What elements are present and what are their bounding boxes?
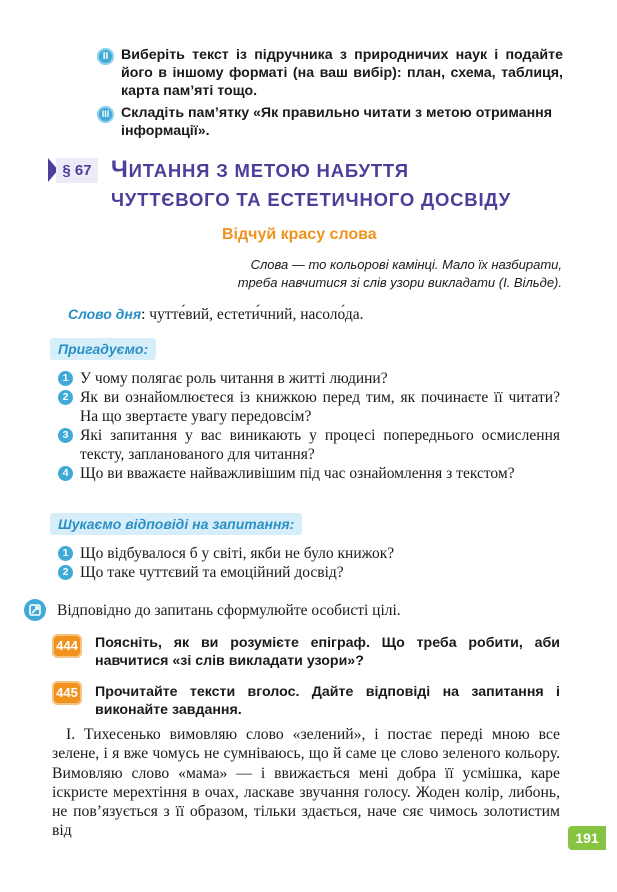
task-iii-text: Складіть пам’ятку «Як правильно читати з метою отримання інформації». — [121, 105, 553, 139]
section-title-line1 — [111, 157, 409, 184]
word-of-day-words: : чутте́вий, естети́чний, насоло́да. — [141, 306, 364, 323]
answers-label: Шукаємо відповіді на запитання: — [50, 513, 302, 535]
recall-num-4: 4 — [58, 466, 73, 481]
word-of-day-label: Слово дня — [68, 306, 142, 322]
target-goal-icon — [24, 599, 46, 621]
roman-numeral-badge-iii: III — [97, 106, 114, 123]
exercise-444-text: Поясніть, як ви розумієте епіграф. Що треба робити, аби навчитися «зі слів викладати узори»? — [95, 635, 560, 669]
title-capital: Ч — [111, 156, 129, 183]
recall-num-2: 2 — [58, 390, 73, 405]
recall-label: Пригадуємо: — [50, 338, 156, 360]
task-ii-text: Виберіть текст із підручника з природничих наук і подайте його в іншому форматі (на ваш вибір): план, схема, таблиця, карта пам’яті тощо. — [121, 47, 563, 99]
recall-question-3: Які запитання у вас виникають у процесі попереднього осмислення тексту, запланованого для читання? — [80, 427, 560, 463]
recall-question-1: У чому полягає роль читання в житті людини? — [80, 370, 388, 387]
page-number: 191 — [568, 826, 606, 850]
title-rest: ИТАННЯ З МЕТОЮ НАБУТТЯ — [128, 160, 409, 181]
section-number: § 67 — [56, 158, 98, 183]
exercise-445-text: Прочитайте тексти вголос. Дайте відповіді на запитання і виконайте завдання. — [95, 684, 560, 718]
roman-numeral-badge-ii: II — [97, 48, 114, 65]
epigraph-line1: Слова — то кольорові камінці. Мало їх назбирати, — [250, 257, 562, 272]
goals-text: Відповідно до запитань сформулюйте особисті цілі. — [57, 602, 401, 619]
section-subtitle: Відчуй красу слова — [222, 226, 377, 243]
answer-question-2: Що таке чуттєвий та емоційний досвід? — [80, 564, 344, 581]
recall-question-4: Що ви вважаєте найважливішим під час ознайомлення з текстом? — [80, 465, 515, 482]
answer-question-1: Що відбувалося б у світі, якби не було книжок? — [80, 545, 395, 562]
reading-text: І. Тихесенько вимовляю слово «зелений», і постає переді мною все зелене, і я вже чомусь не сумніваюсь, що й саме це слово зеленого кольору. Вимовляю слово «мама» — і ввижається мені добра її усмішка, каре іскристе мерехтіння в очах, ласкаве звучання голосу. Жоден колір, либонь, не пов’язується з її образом, тільки здається, наче сяє чимось золотистим від — [52, 726, 560, 840]
answer-num-1: 1 — [58, 546, 73, 561]
exercise-444-badge: 444 — [52, 634, 82, 658]
epigraph-line2: треба навчитися зі слів узори викладати (І. Вільде). — [237, 275, 562, 290]
word-of-day — [68, 305, 363, 324]
section-title-line2: ЧУТТЄВОГО ТА ЕСТЕТИЧНОГО ДОСВІДУ — [111, 189, 511, 210]
exercise-445-badge: 445 — [52, 681, 82, 705]
section-number-tag — [48, 158, 98, 183]
recall-num-1: 1 — [58, 371, 73, 386]
answer-num-2: 2 — [58, 565, 73, 580]
recall-question-2: Як ви ознайомлюєтеся із книжкою перед тим, як починаєте її читати? На що звертаєте увагу передовсім? — [80, 389, 560, 425]
recall-num-3: 3 — [58, 428, 73, 443]
